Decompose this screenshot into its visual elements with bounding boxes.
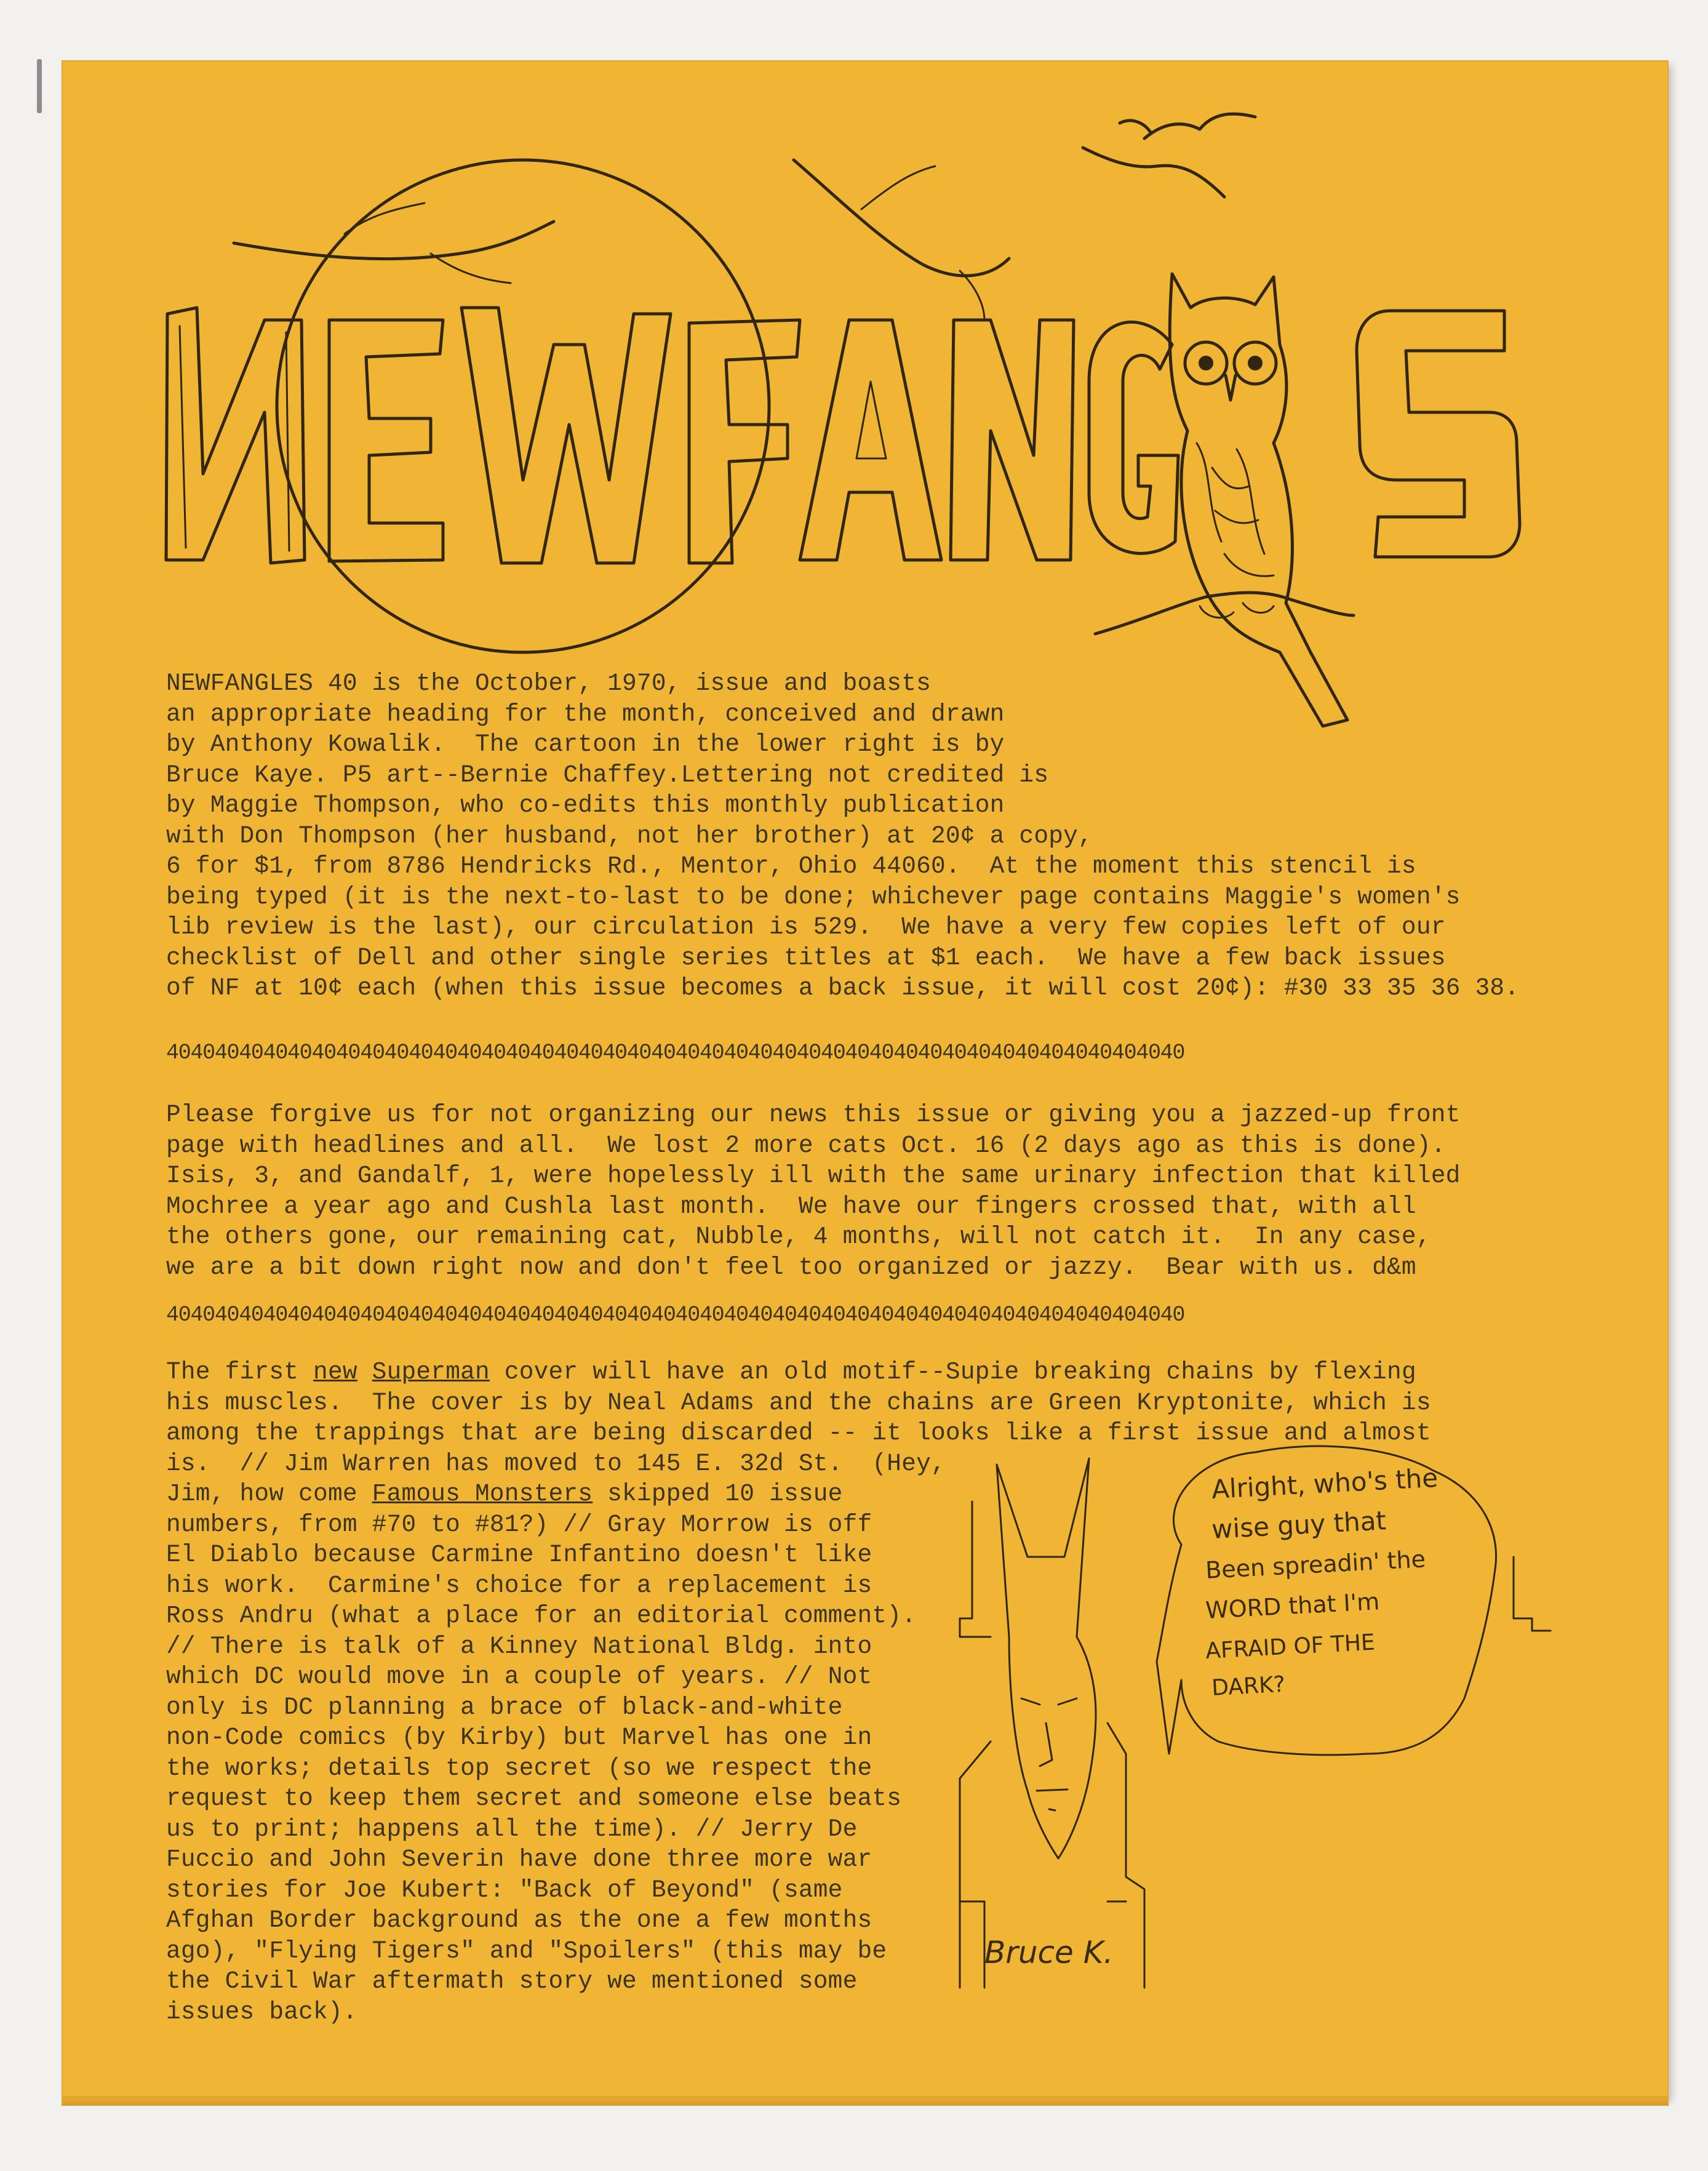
superman-line: issues back). <box>166 1997 357 2026</box>
separator-line: 404040404040404040404040404040404040404040404040404040404040404040404040404040404040 <box>166 1303 1185 1327</box>
superman-line: Ross Andru (what a place for an editorial comment). <box>166 1602 917 1629</box>
balloon-line: WORD that I'm <box>1205 1588 1381 1624</box>
news-line: Isis, 3, and Gandalf, 1, were hopelessly ill with the same urinary infection that killed <box>166 1162 1461 1189</box>
news-line: the others gone, our remaining cat, Nubble, 4 months, will not catch it. In any case, <box>166 1223 1431 1250</box>
superman-line: is. // Jim Warren has moved to 145 E. 32d St. (Hey, <box>166 1449 946 1477</box>
batman-figure <box>960 1458 1144 1988</box>
masthead-title <box>166 308 1520 563</box>
intro-line: by Anthony Kowalik. The cartoon in the lower right is by <box>166 730 1005 758</box>
intro-line: checklist of Dell and other single series titles at $1 each. We have a few back issues <box>166 943 1446 972</box>
superman-line: the works; details top secret (so we respect the <box>166 1754 872 1782</box>
balloon-line: Alright, who's the <box>1210 1462 1439 1505</box>
superman-line: his muscles. The cover is by Neal Adams and the chains are Green Kryptonite, which is <box>166 1388 1431 1417</box>
superman-line: Jim, how come Famous Monsters skipped 10 issue <box>166 1480 843 1508</box>
balloon-line: AFRAID OF THE <box>1205 1629 1376 1664</box>
branches <box>234 160 1009 320</box>
balloon-line: wise guy that <box>1210 1505 1387 1545</box>
news-line: Please forgive us for not organizing our news this issue or giving you a jazzed-up front <box>166 1101 1461 1129</box>
balloon-line: DARK? <box>1211 1671 1286 1701</box>
balloon-text <box>1205 1463 1439 1701</box>
superman-line: only is DC planning a brace of black-and-white <box>166 1693 843 1721</box>
news-line: page with headlines and all. We lost 2 more cats Oct. 16 (2 days ago as this is done). <box>166 1131 1446 1159</box>
superman-line: his work. Carmine's choice for a replacement is <box>166 1571 872 1599</box>
superman-line: stories for Joe Kubert: "Back of Beyond" (same <box>166 1876 843 1904</box>
superman-line: which DC would move in a couple of years. // Not <box>166 1663 872 1690</box>
intro-line: lib review is the last), our circulation is 529. We have a very few copies left of our <box>166 913 1446 941</box>
superman-line: us to print; happens all the time). // Jerry De <box>166 1815 858 1843</box>
news-paragraph <box>166 1100 1461 1282</box>
moon <box>277 160 769 652</box>
intro-line: with Don Thompson (her husband, not her brother) at 20¢ a copy, <box>166 822 1093 850</box>
superman-line: among the trappings that are being discarded -- it looks like a first issue and almost <box>166 1419 1431 1447</box>
superman-line: El Diablo because Carmine Infantino doesn't like <box>166 1541 872 1569</box>
superman-line: ago), "Flying Tigers" and "Spoilers" (this may be <box>166 1937 887 1965</box>
separator-line: 404040404040404040404040404040404040404040404040404040404040404040404040404040404040 <box>166 1041 1185 1065</box>
superman-line: The first new Superman cover will have an old motif--Supie breaking chains by flexing <box>166 1358 1416 1386</box>
news-line: Mochree a year ago and Cushla last month. We have our fingers crossed that, with all <box>166 1192 1416 1220</box>
intro-line: an appropriate heading for the month, conceived and drawn <box>166 700 1005 728</box>
news-line: we are a bit down right now and don't feel too organized or jazzy. Bear with us. d&m <box>166 1253 1416 1281</box>
intro-paragraph <box>166 668 1519 1004</box>
intro-line: of NF at 10¢ each (when this issue becomes a back issue, it will cost 20¢): #30 33 35 36 38. <box>166 974 1520 1002</box>
intro-line: NEWFANGLES 40 is the October, 1970, issue and boasts <box>166 670 932 697</box>
superman-line: // There is talk of a Kinney National Bldg. into <box>166 1632 872 1660</box>
batman-cartoon <box>923 1434 1587 2025</box>
superman-line: the Civil War aftermath story we mentioned some <box>166 1967 858 1995</box>
superman-line: Afghan Border background as the one a few months <box>166 1906 872 1934</box>
owl <box>1095 274 1354 726</box>
intro-line: 6 for $1, from 8786 Hendricks Rd., Mentor, Ohio 44060. At the moment this stencil is <box>166 852 1416 880</box>
superman-line: request to keep them secret and someone else beats <box>166 1785 902 1812</box>
superman-line: numbers, from #70 to #81?) // Gray Morrow is off <box>166 1510 872 1538</box>
superman-line: Fuccio and John Severin have done three more war <box>166 1845 872 1873</box>
superman-line: non-Code comics (by Kirby) but Marvel has one in <box>166 1724 872 1751</box>
bats <box>1083 114 1255 197</box>
balloon-line: Been spreadin' the <box>1205 1545 1426 1584</box>
cartoon-signature: Bruce K. <box>984 1935 1114 1970</box>
intro-line: by Maggie Thompson, who co-edits this monthly publication <box>166 791 1005 819</box>
intro-line: Bruce Kaye. P5 art--Bernie Chaffey.Lettering not credited is <box>166 761 1049 789</box>
intro-line: being typed (it is the next-to-last to be done; whichever page contains Maggie's women's <box>166 882 1461 911</box>
